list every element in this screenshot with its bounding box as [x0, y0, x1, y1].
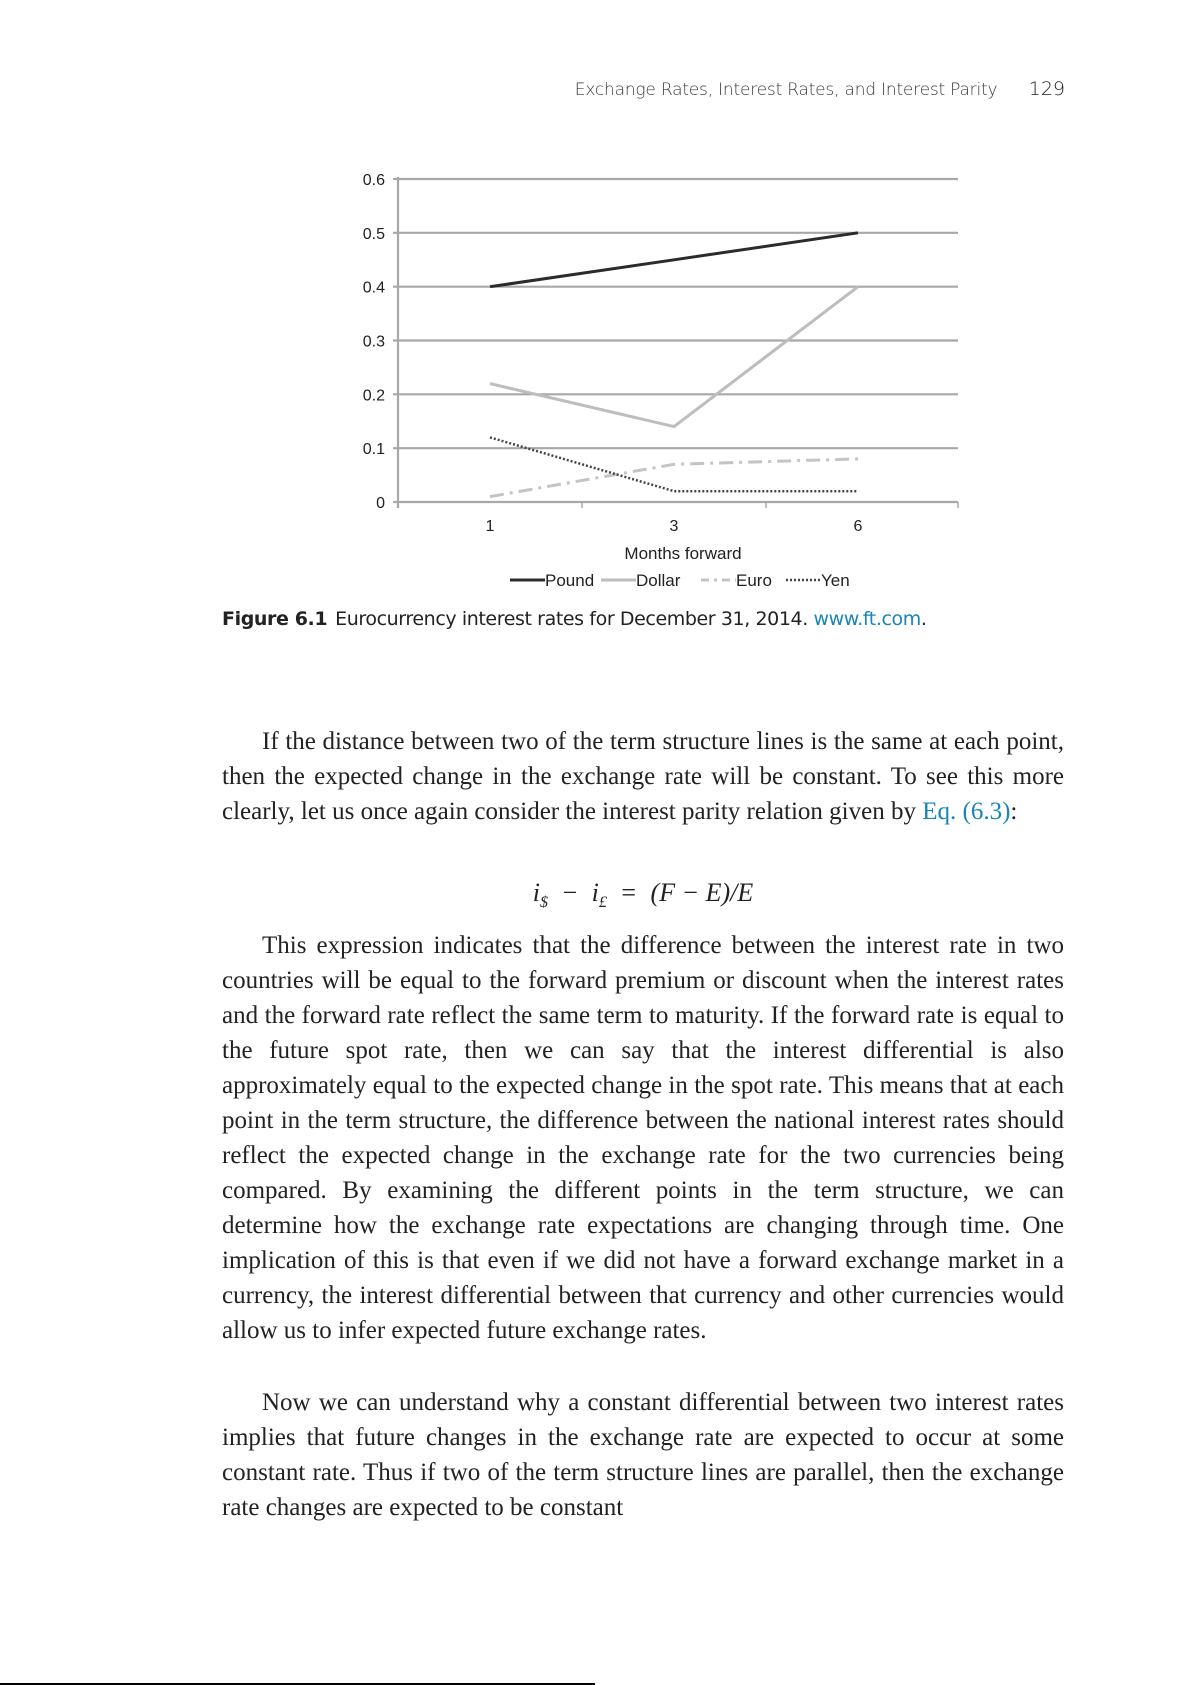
paragraph-1-colon: :: [1010, 798, 1018, 825]
eq-sub-pound: £: [598, 894, 607, 912]
figure-caption: [222, 608, 1062, 630]
x-tick-label: 3: [669, 518, 679, 535]
y-tick-label: 0.6: [362, 172, 385, 189]
paragraph-1-text: If the distance between two of the term structure lines is the same at each point, then the expected change in the exchange rate will be constant. To see this more clearly, let us once again consider the interest parity relation given by: [222, 728, 1064, 825]
page-number: 129: [1028, 78, 1065, 100]
y-tick-label: 0.2: [362, 387, 385, 405]
eq-sub-dollar: $: [539, 894, 548, 912]
legend-label-yen: Yen: [821, 571, 850, 590]
paragraph-2-text: This expression indicates that the difference between the interest rate in two countries will be equal to the forward premium or discount when the interest rates and the forward rate reflect the same term to maturity. If the forward rate is equal to the future spot rate, then we can say that the interest differential is also approximately equal to the expected change in the spot rate. This means that at each point in the term structure, the difference between the national interest rates should reflect the expected change in the exchange rate for the two currencies being compared. By examining the different points in the term structure, we can determine how the exchange rate expectations are changing through time. One implication of this is that even if we did not have a forward exchange market in a currency, the interest differential between that currency and other currencies would allow us to infer expected future exchange rates.: [222, 932, 1064, 1344]
y-tick-label: 0.3: [362, 333, 385, 351]
eq-var-i-dollar: i: [532, 878, 540, 907]
chart-gridlines: [393, 179, 958, 502]
x-axis: [398, 502, 958, 535]
x-tick-label: 6: [853, 518, 863, 535]
eq-var-i-pound: i: [591, 878, 599, 907]
y-axis: [363, 172, 398, 512]
eq-equals: =: [621, 878, 637, 907]
y-tick-label: 0.1: [362, 441, 385, 459]
equation-reference-link[interactable]: Eq. (6.3): [922, 798, 1011, 825]
chart-series: [490, 233, 858, 497]
series-line-dollar: [490, 287, 858, 427]
x-axis-label: Months forward: [624, 544, 742, 563]
y-tick-label: 0.5: [362, 225, 385, 243]
caption-period: .: [920, 608, 927, 630]
series-line-pound: [490, 233, 858, 287]
eq-rhs: (F − E)/E: [650, 878, 754, 907]
y-tick-label: 0: [376, 495, 385, 512]
running-title: Exchange Rates, Interest Rates, and Interest Parity: [574, 80, 998, 100]
legend-label-pound: Pound: [545, 571, 595, 590]
figure-label: Figure 6.1: [222, 608, 328, 630]
x-tick-label: 1: [485, 518, 495, 535]
eq-minus: −: [562, 878, 578, 907]
source-link[interactable]: www.ft.com: [813, 608, 921, 630]
chart-canvas: [0, 0, 1191, 600]
chart-legend: [510, 571, 850, 590]
legend-label-dollar: Dollar: [636, 571, 681, 590]
paragraph-1: [222, 724, 1064, 829]
paragraph-3: [222, 1385, 1064, 1525]
line-chart: [0, 0, 1191, 600]
caption-text: Eurocurrency interest rates for December 31, 2014.: [335, 608, 808, 630]
paragraph-2: [222, 928, 1064, 1348]
paragraph-3-text: Now we can understand why a constant differential between two interest rates implies that future changes in the exchange rate are expected to occur at some constant rate. Thus if two of the term structure lines are parallel, then the exchange rate changes are expected to be constant: [222, 1389, 1064, 1521]
y-tick-label: 0.4: [362, 279, 385, 297]
interest-parity-equation: [0, 878, 1191, 912]
legend-label-euro: Euro: [736, 571, 772, 590]
